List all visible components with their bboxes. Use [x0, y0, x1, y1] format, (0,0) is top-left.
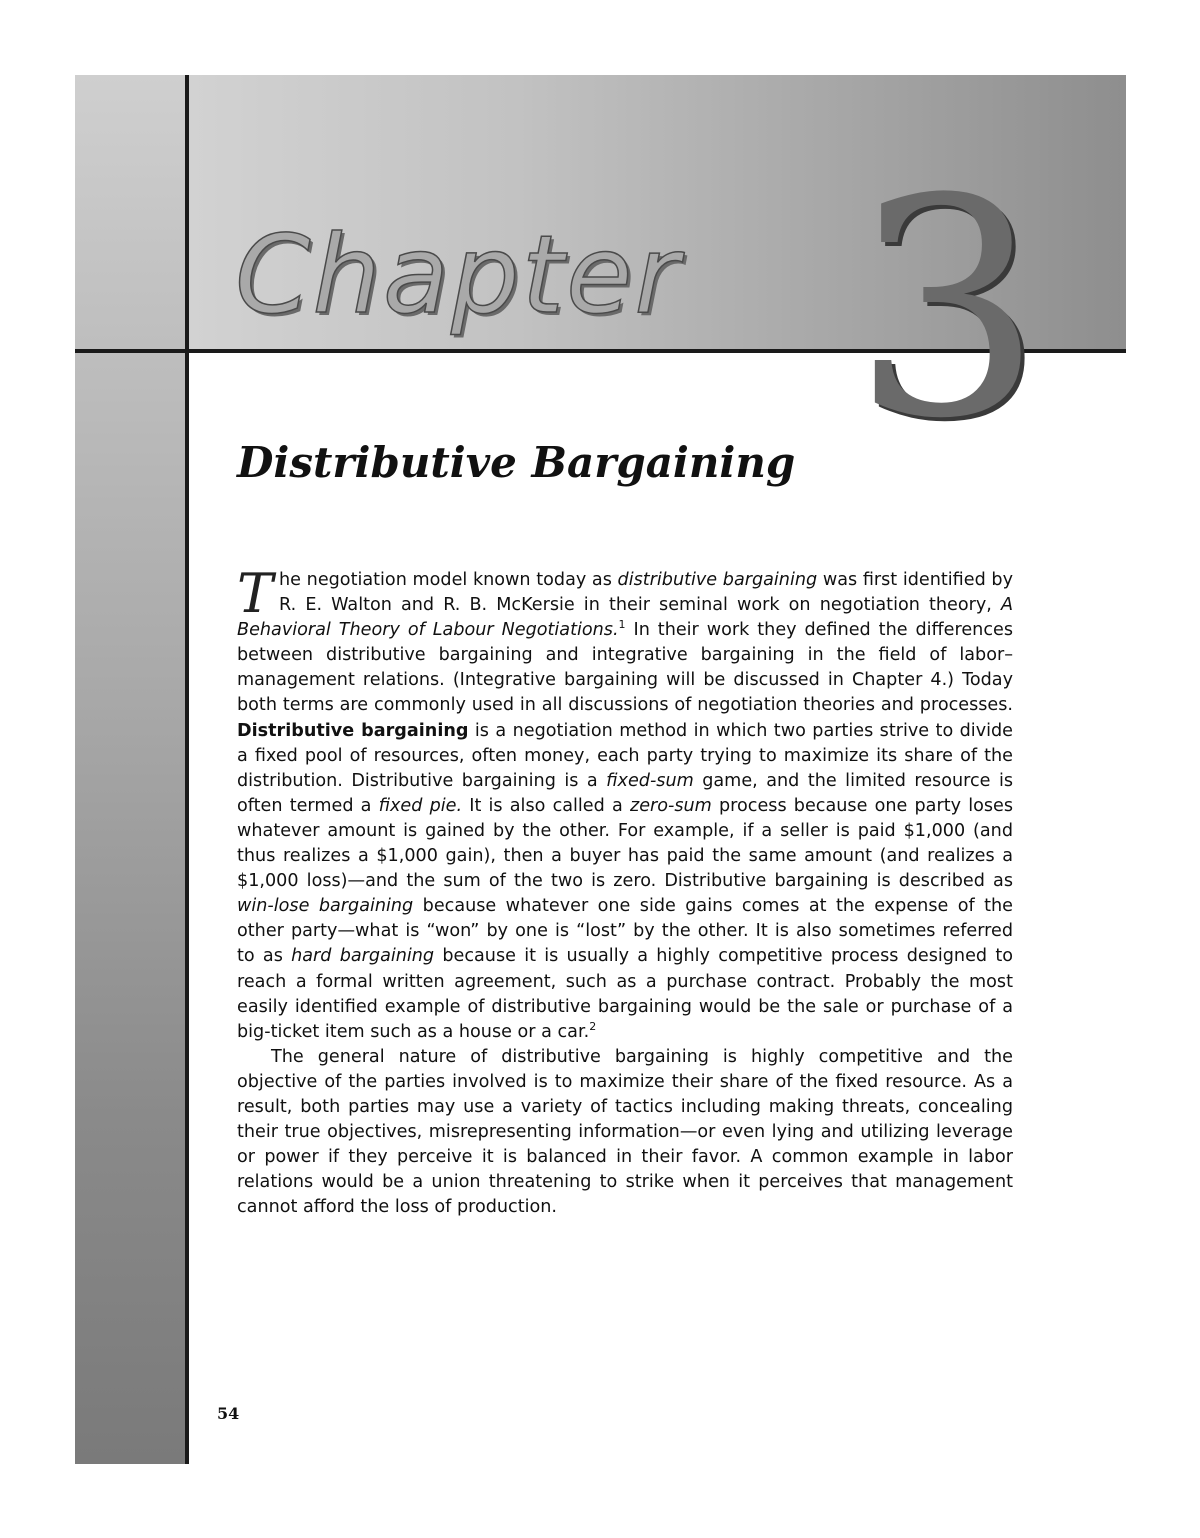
- paragraph-2: The general nature of distributive bargaining is highly competitive and the objective of the parties involved is to maximize their share of the fixed resource. As a result, both parties may use a variety of tactics including making threats, concealing their true objectives, misrepresenting information—or even lying and utilizing leverage or power if they perceive it is balanced in their favor. A common example in labor relations would be a union threatening to strike when it perceives that management cannot afford the loss of production.: [237, 1046, 1013, 1218]
- footnote-marker: 2: [589, 1019, 597, 1033]
- drop-cap: T: [237, 562, 274, 625]
- text-run: is a negotiation method in which two parties strive to divide a fixed pool of resources, often money, each party trying to maximize its share of the distribution. Distributive bargaining is a: [237, 720, 1013, 791]
- term-italic: distributive bargaining: [617, 570, 818, 590]
- chapter-number: 3: [852, 135, 1043, 484]
- chapter-body: [237, 562, 1014, 1220]
- term-bold: Distributive bargaining: [237, 720, 469, 741]
- paragraph-1: [237, 562, 1014, 1045]
- vertical-rule: [185, 75, 189, 1464]
- chapter-label: Chapter: [235, 213, 681, 338]
- text-run: because it is usually a highly competitive process designed to reach a formal written agreement, such as a purchase contract. Probably the most easily identified example of distributive bargaining would be the sale or purchase of a big-ticket item such as a house or a car.: [237, 946, 1013, 1042]
- footnote-marker: 1: [618, 618, 626, 632]
- term-italic: win-lose bargaining: [237, 896, 414, 917]
- text-run: process because one party loses whatever amount is gained by the other. For example, if a seller is paid $1,000 (and thus realizes a $1,000 gain), then a buyer has paid the same amount (and realizes a $1,000 loss)—and the sum of the two is zero. Distributive bargaining is described as: [237, 795, 1013, 892]
- term-italic: zero-sum: [629, 795, 712, 816]
- text-run: was first identified by R. E. Walton and R. B. McKersie in their seminal work on negotiation theory,: [279, 570, 1013, 616]
- text-run: In their work they defined the differences between distributive bargaining and integrative bargaining in the field of labor–management relations. (Integrative bargaining will be discussed in Chapter 4.) Today both terms are commonly used in all discussions of negotiation theories and processes.: [237, 620, 1013, 716]
- chapter-title: Distributive Bargaining: [237, 438, 796, 487]
- term-italic: fixed-sum: [606, 770, 694, 791]
- term-italic: hard bargaining: [291, 946, 435, 967]
- text-run: he negotiation model known today as: [279, 570, 618, 590]
- text-run: game, and the limited resource is often termed a: [237, 770, 1013, 816]
- term-italic: fixed pie.: [378, 795, 463, 816]
- book-title-italic: A Behavioral Theory of Labour Negotiations.: [237, 595, 1013, 641]
- text-run: It is also called a: [462, 795, 630, 816]
- page-number: 54: [217, 1404, 240, 1423]
- text-run: because whatever one side gains comes at the expense of the other party—what is “won” by one is “lost” by the other. It is also sometimes referred to as: [237, 896, 1014, 967]
- side-gradient-bar: [75, 75, 188, 1464]
